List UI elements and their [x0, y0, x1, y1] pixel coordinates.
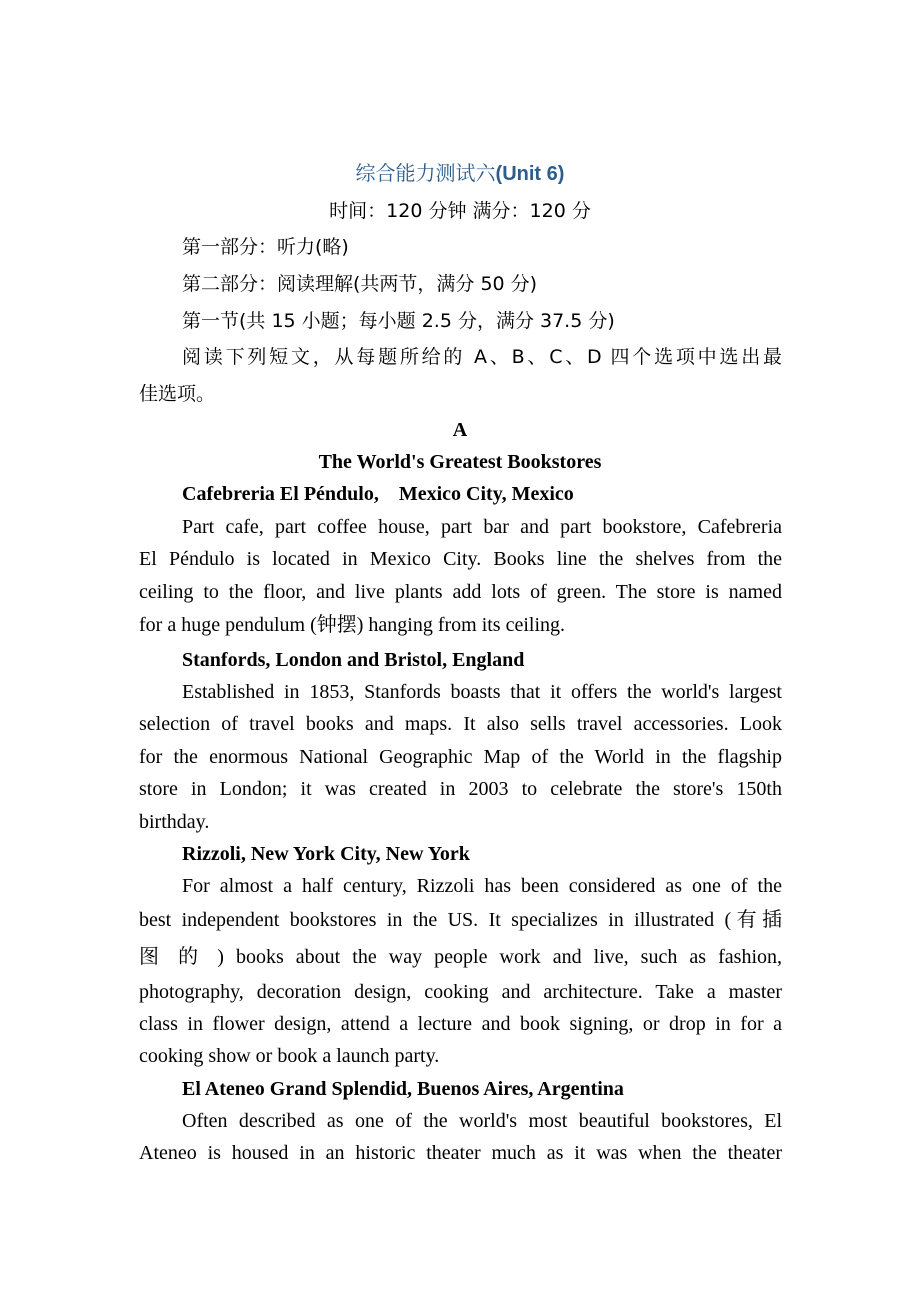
entry-line: For almost a half century, Rizzoli has been considered as one of the: [182, 875, 782, 897]
entry-heading: Cafebreria El Péndulo, Mexico City, Mexico: [182, 483, 574, 505]
entry-line: birthday.: [139, 811, 210, 833]
test-title-unit: (Unit 6): [495, 163, 565, 185]
entry-heading: El Ateneo Grand Splendid, Buenos Aires, Argentina: [182, 1078, 624, 1100]
entry-line: photography, decoration design, cooking and architecture. Take a master: [139, 981, 782, 1003]
entry-line: Established in 1853, Stanfords boasts that it offers the world's largest: [182, 681, 782, 703]
entry-line: class in flower design, attend a lecture and book signing, or drop in for a: [139, 1013, 782, 1035]
entry-line: for a huge pendulum (钟摆) hanging from its ceiling.: [139, 614, 566, 636]
entry-line: 图 的 ) books about the way people work and live, such as fashion,: [139, 946, 782, 968]
instruction-line-1: 阅读下列短文，从每题所给的 A、B、C、D 四个选项中选出最: [182, 346, 782, 368]
passage-title: The World's Greatest Bookstores: [318, 451, 602, 473]
test-title-cn: 综合能力测试六: [355, 161, 496, 185]
entry-line: Often described as one of the world's most beautiful bookstores, El: [182, 1110, 782, 1132]
entry-heading: Stanfords, London and Bristol, England: [182, 649, 525, 671]
entry-line: El Péndulo is located in Mexico City. Books line the shelves from the: [139, 548, 782, 570]
entry-line: selection of travel books and maps. It also sells travel accessories. Look: [139, 713, 782, 735]
passage-label: A: [452, 419, 468, 441]
entry-line: ceiling to the floor, and live plants add lots of green. The store is named: [139, 581, 782, 603]
entry-line: cooking show or book a launch party.: [139, 1045, 440, 1067]
entry-line: for the enormous National Geographic Map of the World in the flagship: [139, 746, 782, 768]
entry-heading: Rizzoli, New York City, New York: [182, 843, 470, 865]
part2-heading: 第二部分：阅读理解(共两节，满分 50 分): [182, 273, 538, 295]
entry-line: store in London; it was created in 2003 to celebrate the store's 150th: [139, 778, 782, 800]
instruction-line-2: 佳选项。: [139, 383, 216, 405]
section1-heading: 第一节(共 15 小题；每小题 2.5 分，满分 37.5 分): [182, 310, 615, 332]
time-info: 时间：120 分钟 满分：120 分: [329, 200, 591, 222]
part1-heading: 第一部分：听力(略): [182, 236, 349, 258]
entry-line: Ateneo is housed in an historic theater much as it was when the theater: [139, 1142, 782, 1164]
entry-line: Part cafe, part coffee house, part bar and part bookstore, Cafebreria: [182, 516, 782, 538]
entry-line: best independent bookstores in the US. It specializes in illustrated (有插: [139, 909, 782, 931]
test-title: [0, 158, 920, 189]
